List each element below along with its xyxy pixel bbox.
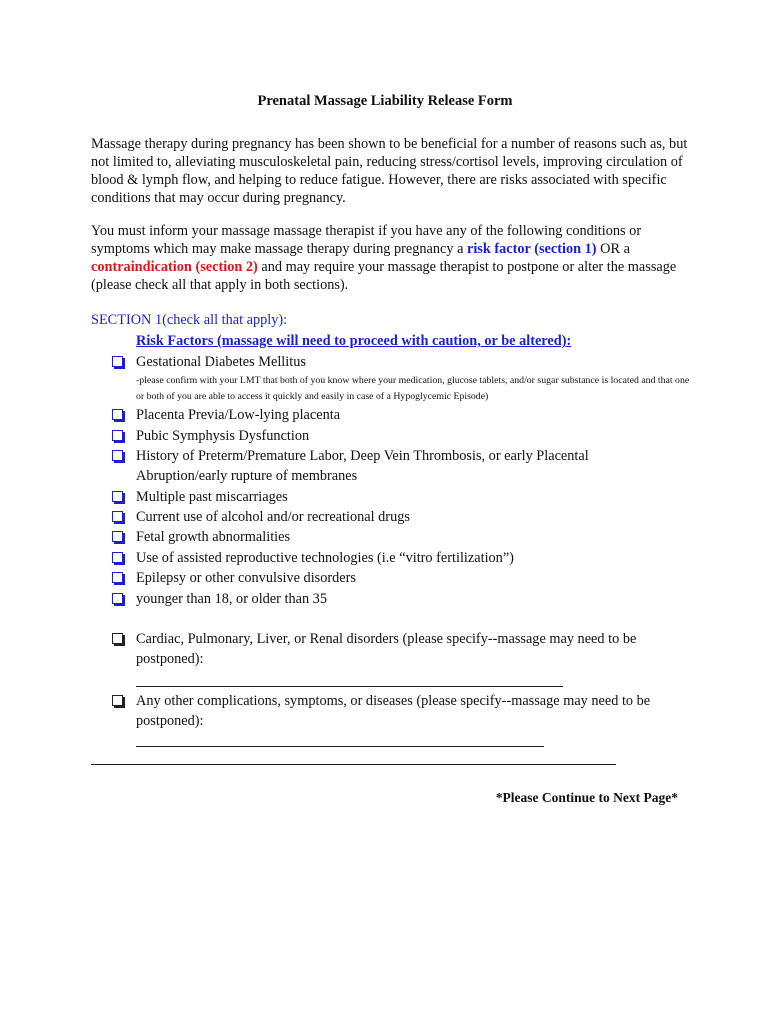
specify-line-cardiac[interactable] (136, 686, 563, 687)
checkbox[interactable] (112, 531, 123, 542)
item-label: Fetal growth abnormalities (136, 529, 291, 545)
risk-factors-heading: Risk Factors (massage will need to proceed with caution, or be altered): (136, 333, 572, 349)
checkbox[interactable] (112, 409, 123, 420)
item-label: History of Preterm/Premature Labor, Deep Vein Thrombosis, or early Placental Abruption/early rupture of membranes (136, 448, 589, 484)
notice-text-2: OR a (596, 241, 630, 257)
item-label: Current use of alcohol and/or recreational drugs (136, 509, 410, 525)
checkbox[interactable] (112, 593, 123, 604)
checkbox[interactable] (112, 450, 123, 461)
checkbox[interactable] (112, 491, 123, 502)
form-title: Prenatal Massage Liability Release Form (257, 93, 513, 109)
item-label: Multiple past miscarriages (136, 489, 288, 505)
notice-text-3: and may require your massage therapist to postpone or alter the massage (please check all that apply in both sections). (91, 259, 677, 293)
section1-heading: SECTION 1(check all that apply): (91, 312, 288, 328)
checkbox[interactable] (112, 572, 123, 583)
checkbox[interactable] (112, 695, 123, 706)
item-label: Epilepsy or other convulsive disorders (136, 570, 356, 586)
item-label: Gestational Diabetes Mellitus (136, 354, 306, 370)
item-label: Pubic Symphysis Dysfunction (136, 428, 310, 444)
notice-text-1: You must inform your massage massage therapist if you have any of the following conditions or symptoms which may make massage therapy during pregnancy a (91, 223, 642, 257)
specify-line-other[interactable] (136, 746, 544, 747)
checkbox[interactable] (112, 430, 123, 441)
intro-paragraph: Massage therapy during pregnancy has been shown to be beneficial for a number of reasons such as, but not limited to, alleviating musculoskeletal pain, reducing stress/cortisol levels, improving circulation of blood & lymph flow, and helping to reduce fatigue. However, there are risks associated with specific conditions that may occur during pregnancy. (91, 136, 688, 206)
checkbox[interactable] (112, 356, 123, 367)
checkbox[interactable] (112, 552, 123, 563)
continue-note: *Please Continue to Next Page* (495, 790, 678, 805)
item-label: Cardiac, Pulmonary, Liver, or Renal disorders (please specify--massage may need to be postponed): (136, 631, 637, 667)
checkbox[interactable] (112, 633, 123, 644)
checkbox[interactable] (112, 511, 123, 522)
divider-line (91, 764, 616, 765)
contraindication-term: contraindication (section 2) (91, 259, 258, 275)
notice-paragraph (91, 222, 691, 294)
item-label: Any other complications, symptoms, or diseases (please specify--massage may need to be postponed): (136, 693, 651, 729)
item-label: younger than 18, or older than 35 (136, 591, 327, 607)
diabetes-note: -please confirm with your LMT that both of you know where your medication, glucose tablets, and/or sugar substance is located and that one or both of you are able to access it quickly and easily in case of a Hypoglycemic Episode) (136, 375, 690, 402)
item-label: Use of assisted reproductive technologies (i.e “vitro fertilization”) (136, 550, 514, 566)
item-label: Placenta Previa/Low-lying placenta (136, 407, 341, 423)
risk-factor-term: risk factor (section 1) (466, 241, 597, 257)
